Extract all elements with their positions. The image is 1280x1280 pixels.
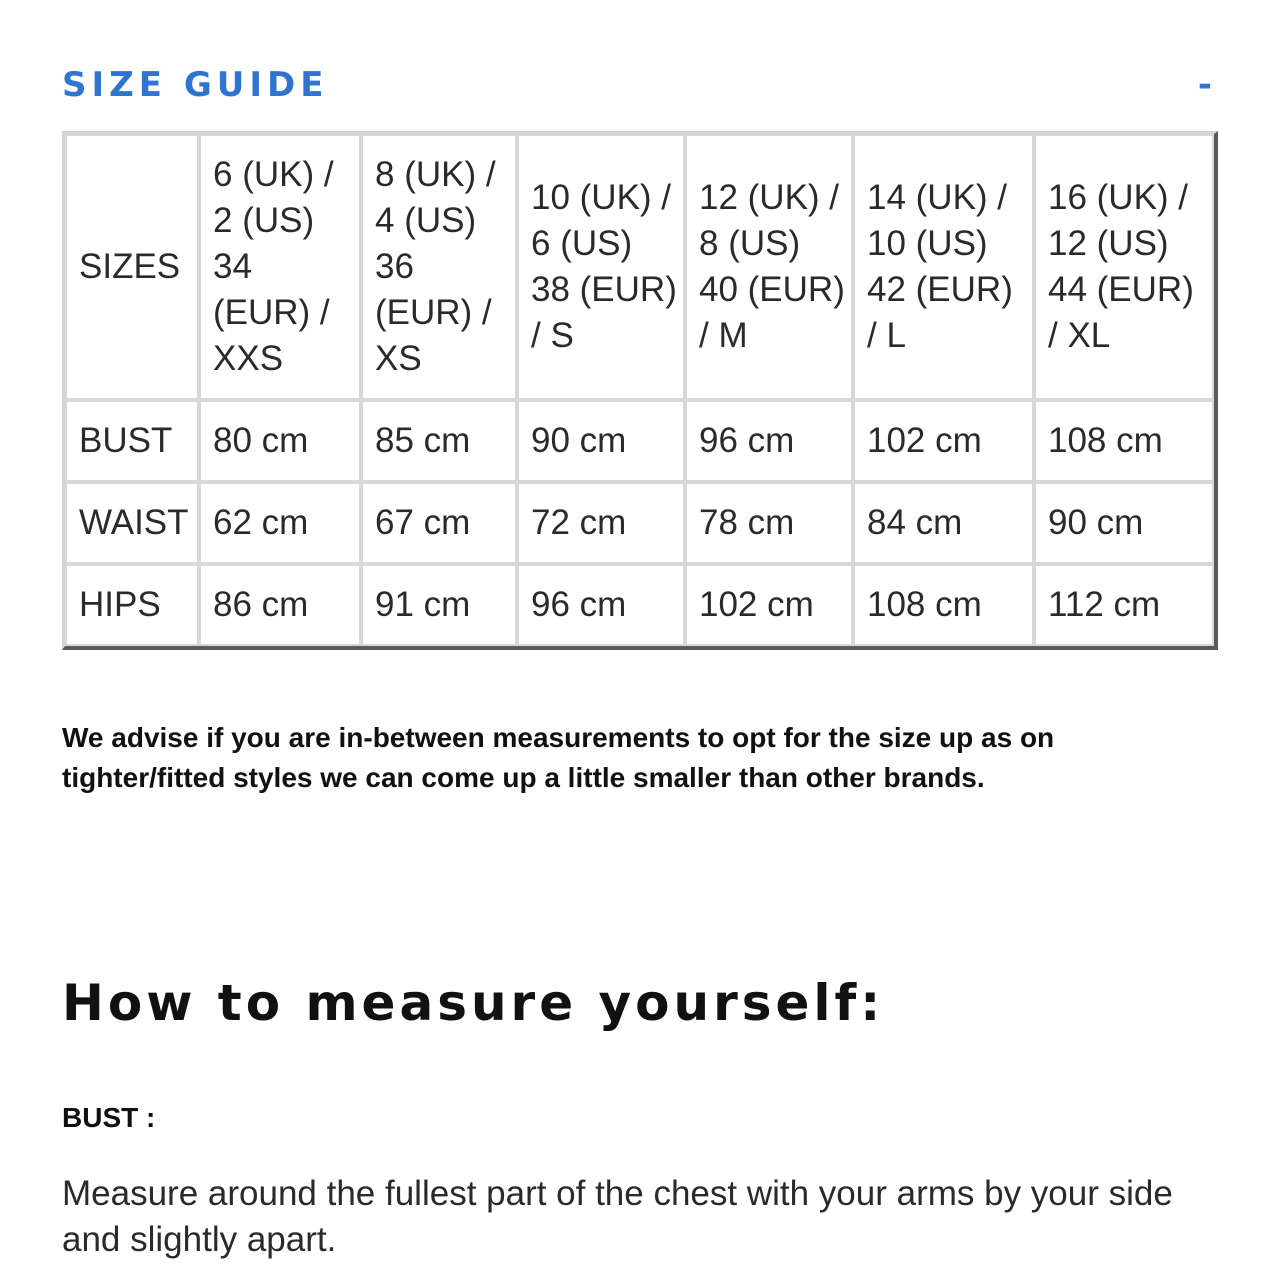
header-cell-m: 12 (UK) / 8 (US) 40 (EUR) / M [685, 134, 853, 400]
table-cell: 90 cm [517, 400, 685, 482]
bust-heading: BUST : [62, 1102, 156, 1133]
header-cell-xl: 16 (UK) / 12 (US) 44 (EUR) / XL [1034, 134, 1214, 400]
table-row-hips [65, 564, 1214, 646]
table-row-waist [65, 482, 1214, 564]
how-to-measure-heading: How to measure yourself: [62, 974, 885, 1032]
table-cell: 85 cm [361, 400, 517, 482]
row-label-bust: BUST [65, 400, 199, 482]
table-cell: 108 cm [853, 564, 1034, 646]
table-cell: 96 cm [517, 564, 685, 646]
table-cell: 102 cm [685, 564, 853, 646]
row-label-waist: WAIST [65, 482, 199, 564]
size-guide-title: SIZE GUIDE [62, 65, 329, 105]
header-cell-sizes: SIZES [65, 134, 199, 400]
header-cell-s: 10 (UK) / 6 (US) 38 (EUR) / S [517, 134, 685, 400]
size-chart-table [62, 131, 1218, 650]
header-cell-l: 14 (UK) / 10 (US) 42 (EUR) / L [853, 134, 1034, 400]
size-guide-header[interactable] [62, 62, 1218, 108]
table-cell: 80 cm [199, 400, 361, 482]
table-cell: 91 cm [361, 564, 517, 646]
table-cell: 72 cm [517, 482, 685, 564]
table-cell: 90 cm [1034, 482, 1214, 564]
table-row-bust [65, 400, 1214, 482]
bust-instructions: Measure around the fullest part of the chest with your arms by your side and slightly apart. [62, 1174, 1173, 1259]
table-cell: 108 cm [1034, 400, 1214, 482]
table-cell: 78 cm [685, 482, 853, 564]
table-cell: 84 cm [853, 482, 1034, 564]
table-cell: 96 cm [685, 400, 853, 482]
collapse-icon[interactable]: - [1197, 65, 1212, 105]
header-cell-xxs: 6 (UK) / 2 (US) 34 (EUR) / XXS [199, 134, 361, 400]
table-cell: 67 cm [361, 482, 517, 564]
table-header-row [65, 134, 1214, 400]
row-label-hips: HIPS [65, 564, 199, 646]
table-cell: 86 cm [199, 564, 361, 646]
table-cell: 112 cm [1034, 564, 1214, 646]
table-cell: 102 cm [853, 400, 1034, 482]
header-cell-xs: 8 (UK) / 4 (US) 36 (EUR) / XS [361, 134, 517, 400]
table-cell: 62 cm [199, 482, 361, 564]
sizing-advice-text: We advise if you are in-between measurements to opt for the size up as on tighter/fitted styles we can come up a little smaller than other brands. [62, 722, 1055, 793]
